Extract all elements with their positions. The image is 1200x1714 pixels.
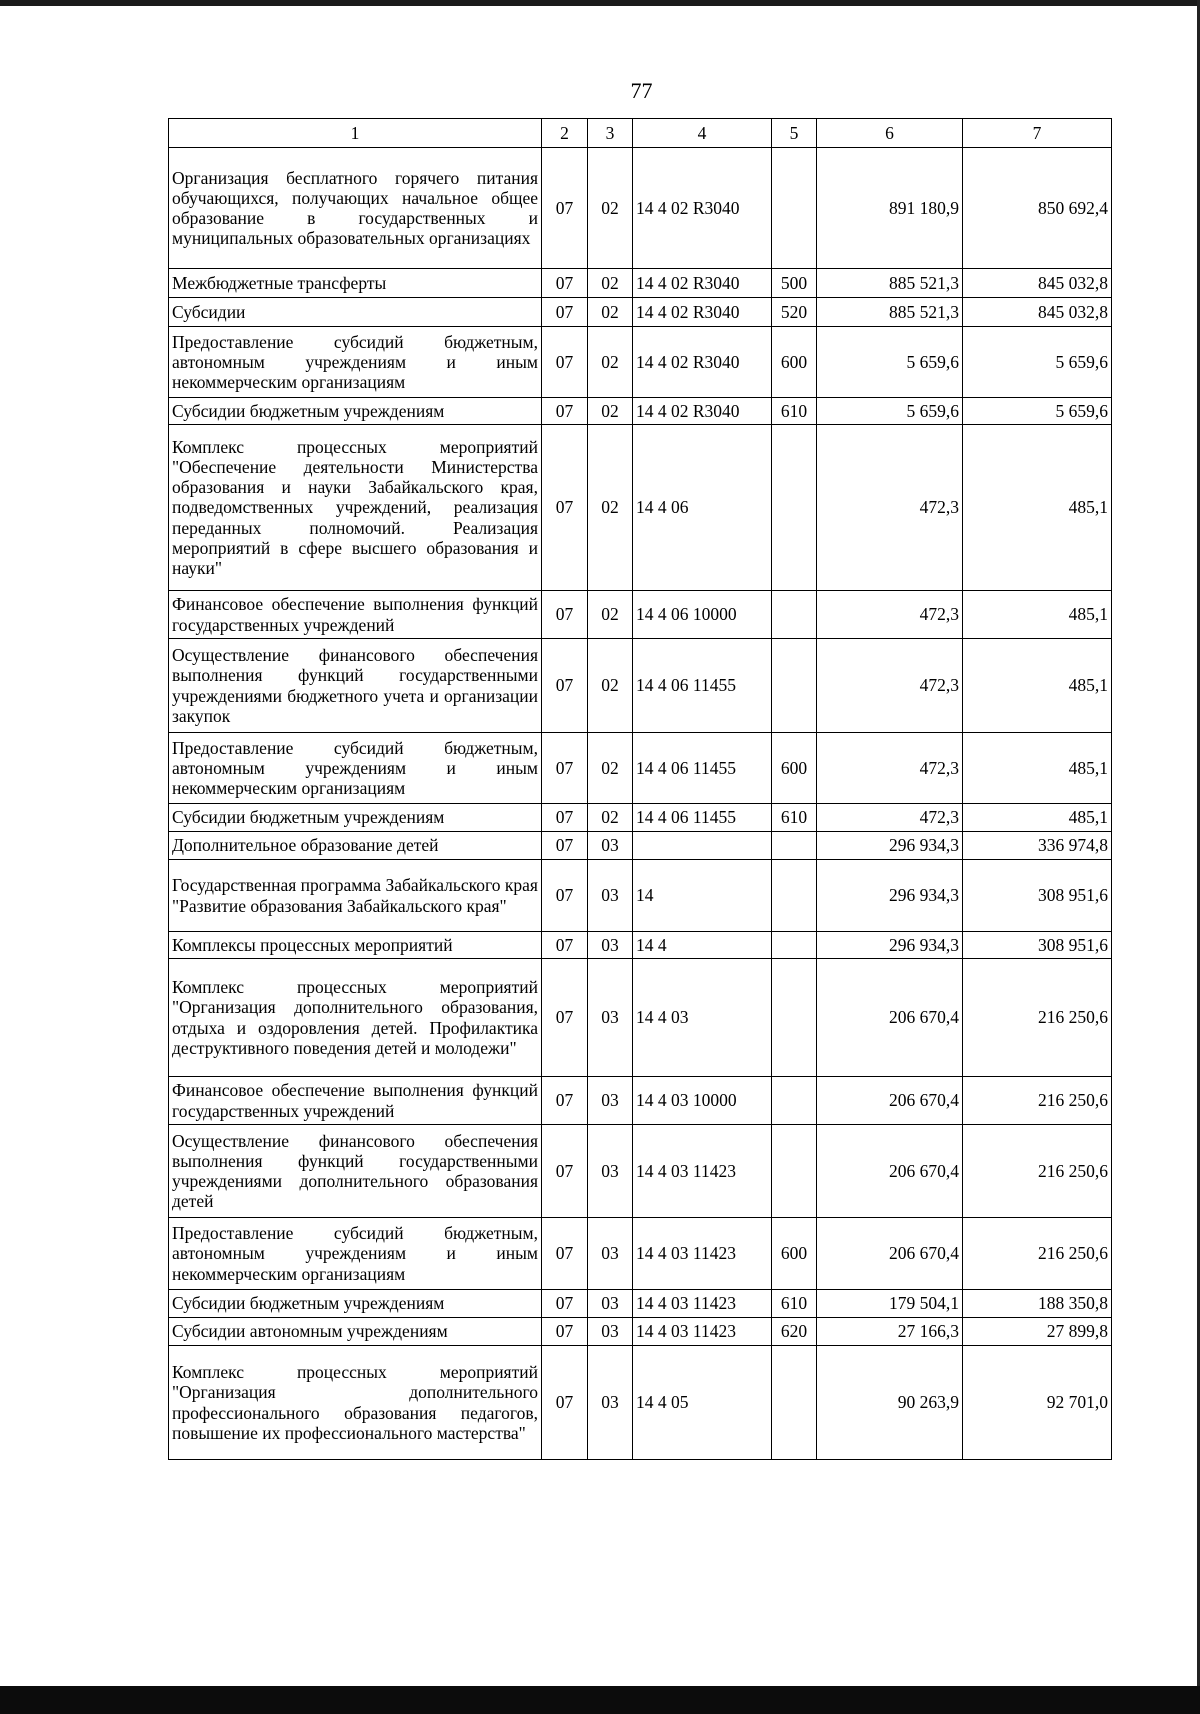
row-amount-col7: 5 659,6 [963,327,1112,398]
row-amount-col6: 472,3 [817,425,963,591]
row-amount-col7: 485,1 [963,804,1112,832]
row-amount-col6: 472,3 [817,733,963,804]
row-target-code: 14 4 06 11455 [633,733,772,804]
row-expense-type: 610 [772,1290,817,1318]
row-section: 07 [542,327,588,398]
row-section: 07 [542,398,588,425]
header-cell: 3 [588,119,633,148]
row-section: 07 [542,1290,588,1318]
row-subsection: 03 [588,1290,633,1318]
table-row [169,832,1112,860]
row-amount-col7: 92 701,0 [963,1346,1112,1460]
row-expense-type [772,1125,817,1218]
row-subsection: 03 [588,1346,633,1460]
row-target-code: 14 4 02 R3040 [633,148,772,269]
row-expense-type [772,932,817,959]
row-section: 07 [542,733,588,804]
row-target-code: 14 [633,860,772,932]
row-expense-type: 600 [772,1218,817,1290]
row-target-code: 14 4 [633,932,772,959]
row-amount-col6: 206 670,4 [817,1077,963,1125]
row-name: Предоставление субсидий бюджетным, автономным учреждениям и иным некоммерческим организациям [169,733,542,804]
table-row [169,1290,1112,1318]
row-name: Комплексы процессных мероприятий [169,932,542,959]
row-amount-col6: 206 670,4 [817,1218,963,1290]
row-name: Субсидии бюджетным учреждениям [169,804,542,832]
row-section: 07 [542,425,588,591]
row-amount-col7: 308 951,6 [963,932,1112,959]
row-name: Комплекс процессных мероприятий "Организация дополнительного профессионального образования педагогов, повышение их профессионального мастерства" [169,1346,542,1460]
row-expense-type [772,148,817,269]
row-target-code: 14 4 06 [633,425,772,591]
row-section: 07 [542,1346,588,1460]
row-subsection: 02 [588,639,633,733]
header-cell: 7 [963,119,1112,148]
row-expense-type [772,1346,817,1460]
header-cell: 6 [817,119,963,148]
row-subsection: 02 [588,269,633,298]
row-amount-col7: 216 250,6 [963,1218,1112,1290]
row-expense-type: 500 [772,269,817,298]
table-row [169,804,1112,832]
row-target-code: 14 4 03 11423 [633,1218,772,1290]
table-header-row [169,119,1112,148]
table-row [169,591,1112,639]
row-expense-type [772,425,817,591]
row-section: 07 [542,639,588,733]
row-subsection: 03 [588,959,633,1077]
row-target-code: 14 4 06 10000 [633,591,772,639]
row-amount-col6: 891 180,9 [817,148,963,269]
row-name: Осуществление финансового обеспечения выполнения функций государственными учреждениями дополнительного образования детей [169,1125,542,1218]
row-section: 07 [542,298,588,327]
scan-border-top [0,0,1200,6]
row-name: Субсидии [169,298,542,327]
row-subsection: 03 [588,1077,633,1125]
row-target-code: 14 4 06 11455 [633,639,772,733]
header-cell: 5 [772,119,817,148]
row-amount-col7: 308 951,6 [963,860,1112,932]
row-target-code: 14 4 02 R3040 [633,298,772,327]
row-amount-col7: 27 899,8 [963,1318,1112,1346]
row-target-code [633,832,772,860]
row-name: Дополнительное образование детей [169,832,542,860]
row-name: Предоставление субсидий бюджетным, автономным учреждениям и иным некоммерческим организациям [169,327,542,398]
page-number: 77 [630,78,653,103]
row-amount-col6: 296 934,3 [817,932,963,959]
row-section: 07 [542,1318,588,1346]
table-row [169,1318,1112,1346]
row-name: Межбюджетные трансферты [169,269,542,298]
row-amount-col7: 216 250,6 [963,959,1112,1077]
row-amount-col6: 296 934,3 [817,832,963,860]
row-amount-col7: 216 250,6 [963,1077,1112,1125]
budget-table [168,118,1112,1460]
row-section: 07 [542,959,588,1077]
row-section: 07 [542,148,588,269]
row-amount-col6: 206 670,4 [817,959,963,1077]
row-section: 07 [542,832,588,860]
table-row [169,639,1112,733]
row-subsection: 02 [588,804,633,832]
row-subsection: 02 [588,733,633,804]
row-subsection: 03 [588,860,633,932]
row-amount-col6: 472,3 [817,804,963,832]
row-target-code: 14 4 06 11455 [633,804,772,832]
row-section: 07 [542,804,588,832]
row-name: Государственная программа Забайкальского края "Развитие образования Забайкальского края" [169,860,542,932]
header-cell: 4 [633,119,772,148]
table-row [169,959,1112,1077]
row-target-code: 14 4 03 10000 [633,1077,772,1125]
row-name: Финансовое обеспечение выполнения функций государственных учреждений [169,591,542,639]
row-subsection: 03 [588,932,633,959]
table-row [169,733,1112,804]
row-target-code: 14 4 03 [633,959,772,1077]
row-section: 07 [542,1125,588,1218]
row-name: Финансовое обеспечение выполнения функций государственных учреждений [169,1077,542,1125]
row-target-code: 14 4 03 11423 [633,1125,772,1218]
scan-border-bottom [0,1686,1200,1714]
table-row [169,298,1112,327]
row-name: Субсидии бюджетным учреждениям [169,1290,542,1318]
row-amount-col6: 27 166,3 [817,1318,963,1346]
row-subsection: 02 [588,148,633,269]
row-name: Субсидии бюджетным учреждениям [169,398,542,425]
row-amount-col6: 296 934,3 [817,860,963,932]
row-name: Организация бесплатного горячего питания обучающихся, получающих начальное общее образование в государственных и муниципальных образовательных организациях [169,148,542,269]
row-amount-col7: 485,1 [963,733,1112,804]
row-target-code: 14 4 03 11423 [633,1318,772,1346]
row-amount-col6: 472,3 [817,639,963,733]
row-amount-col7: 188 350,8 [963,1290,1112,1318]
row-section: 07 [542,591,588,639]
table-row [169,148,1112,269]
row-expense-type: 520 [772,298,817,327]
row-subsection: 03 [588,1218,633,1290]
table-row [169,398,1112,425]
row-expense-type: 620 [772,1318,817,1346]
row-subsection: 03 [588,1318,633,1346]
header-cell: 2 [542,119,588,148]
table-row [169,1125,1112,1218]
header-cell: 1 [169,119,542,148]
row-subsection: 03 [588,832,633,860]
table-row [169,860,1112,932]
row-amount-col6: 5 659,6 [817,327,963,398]
row-target-code: 14 4 02 R3040 [633,398,772,425]
table-row [169,269,1112,298]
row-subsection: 02 [588,327,633,398]
row-amount-col7: 485,1 [963,591,1112,639]
row-target-code: 14 4 02 R3040 [633,269,772,298]
row-name: Субсидии автономным учреждениям [169,1318,542,1346]
row-name: Осуществление финансового обеспечения выполнения функций государственными учреждениями бюджетного учета и организации закупок [169,639,542,733]
row-amount-col7: 850 692,4 [963,148,1112,269]
table-row [169,932,1112,959]
row-section: 07 [542,932,588,959]
row-amount-col6: 206 670,4 [817,1125,963,1218]
row-expense-type: 610 [772,804,817,832]
row-name: Комплекс процессных мероприятий "Организация дополнительного образования, отдыха и оздоровления детей. Профилактика деструктивного поведения детей и молодежи" [169,959,542,1077]
row-expense-type [772,832,817,860]
row-section: 07 [542,1218,588,1290]
row-expense-type [772,591,817,639]
row-subsection: 02 [588,298,633,327]
row-amount-col6: 90 263,9 [817,1346,963,1460]
row-target-code: 14 4 03 11423 [633,1290,772,1318]
row-expense-type: 600 [772,327,817,398]
row-target-code: 14 4 02 R3040 [633,327,772,398]
row-expense-type [772,639,817,733]
row-amount-col6: 5 659,6 [817,398,963,425]
row-name: Комплекс процессных мероприятий "Обеспечение деятельности Министерства образования и науки Забайкальского края, подведомственных учреждений, реализация переданных полномочий. Реализация мероприятий в сфере высшего образования и науки" [169,425,542,591]
row-amount-col7: 336 974,8 [963,832,1112,860]
row-expense-type: 610 [772,398,817,425]
row-amount-col7: 216 250,6 [963,1125,1112,1218]
row-section: 07 [542,860,588,932]
row-target-code: 14 4 05 [633,1346,772,1460]
row-amount-col6: 179 504,1 [817,1290,963,1318]
row-amount-col7: 845 032,8 [963,269,1112,298]
row-name: Предоставление субсидий бюджетным, автономным учреждениям и иным некоммерческим организациям [169,1218,542,1290]
row-amount-col7: 845 032,8 [963,298,1112,327]
row-amount-col6: 885 521,3 [817,298,963,327]
row-subsection: 02 [588,591,633,639]
row-expense-type: 600 [772,733,817,804]
row-subsection: 02 [588,398,633,425]
row-amount-col7: 485,1 [963,639,1112,733]
row-amount-col7: 5 659,6 [963,398,1112,425]
row-subsection: 03 [588,1125,633,1218]
row-amount-col7: 485,1 [963,425,1112,591]
table-row [169,1218,1112,1290]
row-expense-type [772,1077,817,1125]
table-row [169,327,1112,398]
row-section: 07 [542,269,588,298]
row-expense-type [772,860,817,932]
row-amount-col6: 885 521,3 [817,269,963,298]
table-row [169,1077,1112,1125]
table-row [169,1346,1112,1460]
row-subsection: 02 [588,425,633,591]
row-section: 07 [542,1077,588,1125]
row-amount-col6: 472,3 [817,591,963,639]
row-expense-type [772,959,817,1077]
table-row [169,425,1112,591]
